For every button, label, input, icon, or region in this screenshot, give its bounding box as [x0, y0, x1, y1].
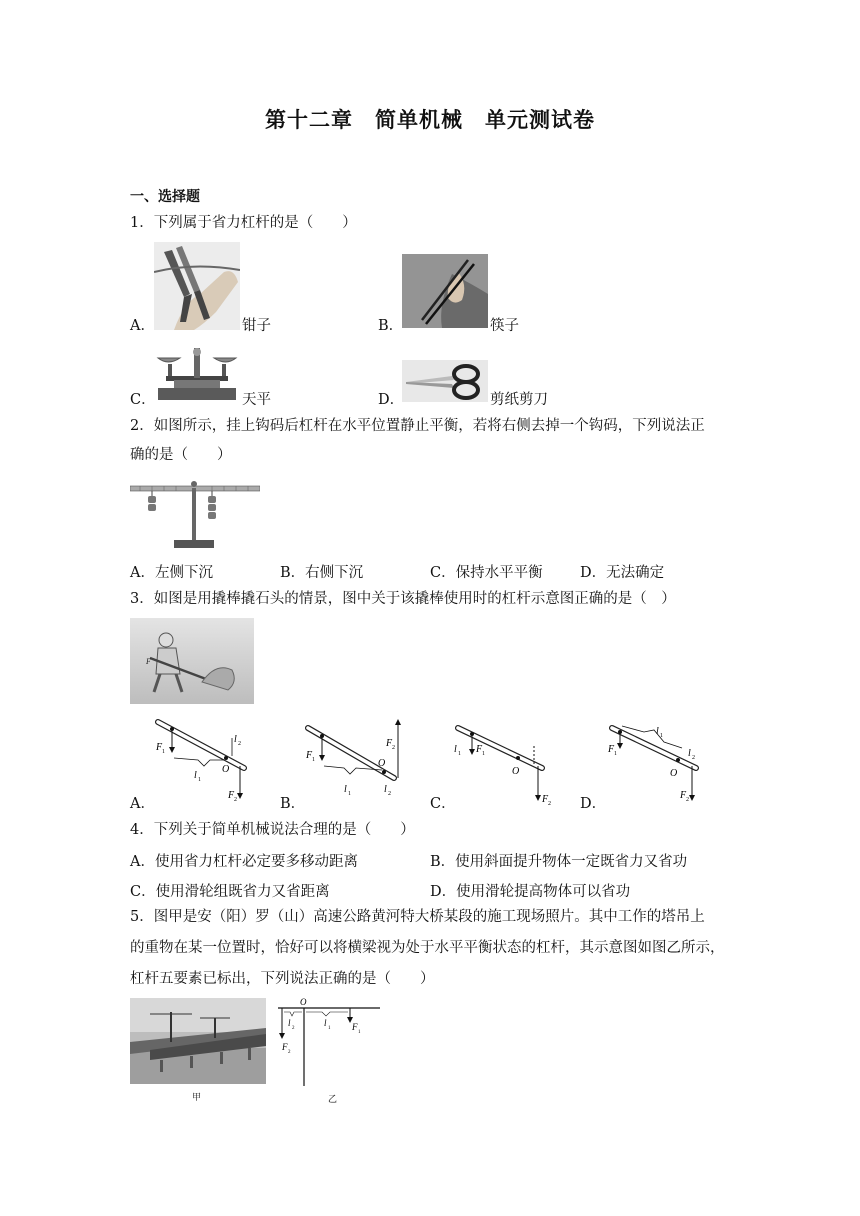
- svg-text:2: 2: [288, 1050, 291, 1055]
- svg-text:F: F: [542, 794, 549, 805]
- crowbar-scene-image: [130, 618, 254, 704]
- svg-text:2: 2: [392, 745, 395, 751]
- q1-option-a-letter: A．: [130, 318, 155, 334]
- svg-text:F: F: [608, 744, 615, 755]
- question-5-line1: 5．图甲是安（阳）罗（山）高速公路黄河特大桥某段的施工现场照片。其中工作的塔吊上: [130, 909, 705, 925]
- question-2-stem-line2: 确的是（ ）: [130, 447, 232, 463]
- svg-text:O: O: [300, 998, 307, 1007]
- q4-option-b: B．使用斜面提升物体一定既省力又省功: [430, 854, 688, 870]
- svg-text:l: l: [324, 1018, 327, 1028]
- svg-text:1: 1: [312, 757, 315, 763]
- q1-option-c-text: 天平: [242, 392, 271, 408]
- svg-text:2: 2: [686, 797, 689, 803]
- chopsticks-image: [402, 254, 488, 328]
- section-heading: 一、选择题: [130, 189, 200, 205]
- svg-text:l: l: [344, 784, 347, 795]
- svg-text:F: F: [146, 657, 151, 666]
- q1-option-b-letter: B．: [378, 318, 404, 334]
- q2-option-c: C．保持水平平衡: [430, 565, 543, 581]
- svg-text:1: 1: [328, 1026, 331, 1031]
- q1-option-a-text: 钳子: [242, 318, 271, 334]
- q1-option-c-letter: C．: [130, 392, 156, 408]
- caption-jia: 甲: [192, 1093, 202, 1103]
- q2-option-d: D．无法确定: [580, 565, 665, 581]
- question-1-stem: 1．下列属于省力杠杆的是（ ）: [130, 215, 357, 231]
- question-5-line2: 的重物在某一位置时，恰好可以将横梁视为处于水平平衡状态的杠杆，其示意图如图乙所示，: [130, 940, 725, 956]
- svg-text:2: 2: [292, 1026, 295, 1031]
- svg-text:l: l: [384, 784, 387, 795]
- svg-text:O: O: [670, 768, 678, 779]
- page-title: 第十二章 简单机械 单元测试卷: [265, 107, 595, 132]
- svg-text:1: 1: [358, 1030, 361, 1035]
- svg-text:F: F: [306, 750, 313, 761]
- svg-text:l: l: [194, 770, 197, 781]
- svg-text:l: l: [288, 1018, 291, 1028]
- q2-option-b: B．右侧下沉: [280, 565, 364, 581]
- svg-text:F: F: [228, 790, 235, 801]
- svg-text:F: F: [680, 790, 687, 801]
- q4-option-a: A．使用省力杠杆必定要多移动距离: [130, 854, 358, 870]
- svg-text:F: F: [282, 1042, 288, 1052]
- bridge-photo: [130, 998, 266, 1084]
- q1-option-b-text: 筷子: [490, 318, 519, 334]
- svg-text:l: l: [454, 744, 457, 755]
- svg-text:2: 2: [388, 791, 391, 797]
- q3-option-b: B．: [280, 796, 306, 812]
- svg-text:F: F: [476, 744, 483, 755]
- svg-text:2: 2: [548, 801, 551, 806]
- svg-text:l: l: [688, 748, 691, 759]
- svg-text:1: 1: [458, 751, 461, 757]
- svg-text:2: 2: [692, 755, 695, 761]
- svg-text:1: 1: [162, 749, 165, 755]
- svg-text:O: O: [378, 758, 386, 769]
- svg-text:O: O: [222, 764, 230, 775]
- svg-text:F: F: [352, 1022, 358, 1032]
- svg-text:l: l: [234, 734, 237, 745]
- crane-lever-diagram: [278, 998, 382, 1086]
- svg-text:F: F: [156, 742, 163, 753]
- question-4-stem: 4．下列关于简单机械说法合理的是（ ）: [130, 822, 415, 838]
- lever-diagram-b: [300, 718, 404, 806]
- question-5-line3: 杠杆五要素已标出，下列说法正确的是（ ）: [130, 971, 435, 987]
- q2-option-a: A．左侧下沉: [130, 565, 213, 581]
- svg-text:1: 1: [348, 791, 351, 797]
- pliers-image: [154, 242, 240, 330]
- q4-option-c: C．使用滑轮组既省力又省距离: [130, 884, 330, 900]
- q1-option-d-text: 剪纸剪刀: [490, 392, 548, 408]
- svg-text:F: F: [386, 738, 393, 749]
- lever-balance-figure: [130, 476, 260, 552]
- q4-option-d: D．使用滑轮提高物体可以省功: [430, 884, 631, 900]
- svg-text:1: 1: [614, 751, 617, 757]
- balance-image: [154, 344, 240, 404]
- lever-diagram-a: [148, 716, 252, 804]
- svg-text:O: O: [512, 766, 520, 777]
- svg-text:1: 1: [660, 733, 663, 739]
- caption-yi: 乙: [328, 1095, 338, 1105]
- svg-text:1: 1: [198, 777, 201, 783]
- q3-option-d: D．: [580, 796, 607, 812]
- svg-text:l: l: [656, 726, 659, 737]
- question-3-stem: 3．如图是用撬棒撬石头的情景，图中关于该撬棒使用时的杠杆示意图正确的是（ ）: [130, 591, 676, 607]
- svg-text:2: 2: [238, 741, 241, 747]
- question-2-stem-line1: 2．如图所示，挂上钩码后杠杆在水平位置静止平衡，若将右侧去掉一个钩码，下列说法正: [130, 418, 705, 434]
- svg-text:1: 1: [482, 751, 485, 757]
- svg-text:2: 2: [234, 797, 237, 803]
- q3-option-c: C．: [430, 796, 456, 812]
- q1-option-d-letter: D．: [378, 392, 405, 408]
- q3-option-a: A．: [130, 796, 155, 812]
- lever-diagram-c: [452, 722, 556, 806]
- scissors-image: [402, 360, 488, 402]
- lever-diagram-d: [604, 722, 708, 806]
